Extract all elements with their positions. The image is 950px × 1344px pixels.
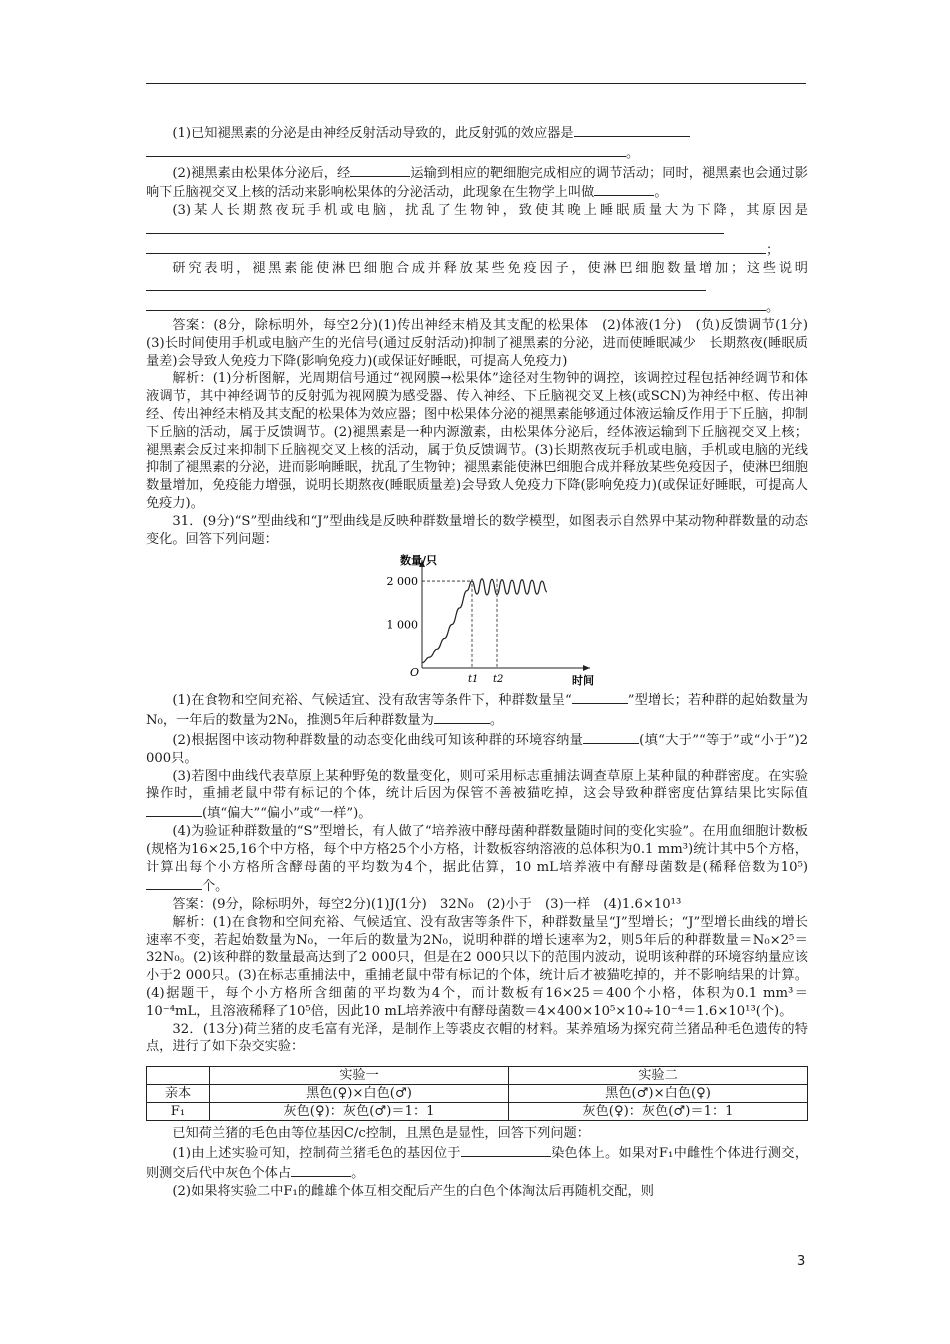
answer-blank[interactable] — [146, 803, 202, 817]
q31-stem: 31．(9分)“S”型曲线和“J”型曲线是反映种群数量增长的数学模型，如图表示自然界中某动物种群数量的动态变化。回答下列问题： — [146, 513, 808, 547]
answer-blank[interactable] — [146, 277, 706, 291]
table-cell: 灰色(♀)：灰色(♂)＝1：1 — [509, 1103, 808, 1121]
header-rule — [146, 83, 806, 84]
answer-blank[interactable] — [461, 1143, 551, 1157]
experiment-table — [146, 1066, 808, 1121]
answer-blank[interactable] — [146, 143, 626, 157]
population-chart — [362, 552, 602, 686]
answer-blank[interactable] — [146, 220, 724, 234]
table-header-row — [147, 1067, 808, 1085]
q32-premise: 已知荷兰猪的毛色由等位基因C/c控制，且黑色是显性，回答下列问题： — [172, 1126, 590, 1142]
table-cell: 灰色(♀)：灰色(♂)＝1：1 — [210, 1103, 509, 1121]
x-axis-arrow-icon — [583, 665, 590, 671]
answer-blank[interactable] — [594, 182, 654, 196]
answer-blank[interactable] — [146, 297, 766, 311]
answer-blank[interactable] — [434, 710, 490, 724]
answer-blank[interactable] — [291, 1163, 351, 1177]
x-tick-label: t1 — [468, 674, 479, 686]
q32-part1: (1)由上述实验可知，控制荷兰猪毛色的基因位于 染色体上。如果对F₁中雌性个体进行测交，则测交后代中灰色个体占 。 — [146, 1143, 808, 1183]
y-tick-label: 1 000 — [386, 618, 418, 632]
table-row — [147, 1103, 808, 1121]
q31-part2: (2)根据图中该动物种群数量的动态变化曲线可知该种群的环境容纳量 (填“大于”“等于”或“小于”)2 000只。 — [146, 730, 808, 768]
x-tick-label: t2 — [493, 674, 504, 686]
q30-part1: (1)已知褪黑素的分泌是由神经反射活动导致的，此反射弧的效应器是 。 — [146, 123, 808, 163]
q32-part2: (2)如果将实验二中F₁的雌雄个体互相交配后产生的白色个体淘汰后再随机交配，则 — [172, 1183, 654, 1199]
y-tick-label: 2 000 — [386, 575, 418, 589]
q30-analysis: 解析：(1)分析图解，光周期信号通过“视网膜→松果体”途径对生物钟的调控，该调控过程包括神经调节和体液调节，其中神经调节的反射弧为视网膜为感受器、传入神经、下丘脑视交叉上核(或SCN)为神经中枢、传出神经、传出神经末梢及其支配的松果体为效应器；图中松果体分泌的褪黑素能够通过体液运输反作用于下丘脑，抑制下丘脑的活动，属于反馈调节。(2)褪黑素是一种内源激素，由松果体分泌后，经体液运输到下丘脑视交叉上核；褪黑素会反过来抑制下丘脑视交叉上核的活动，属于负反馈调节。(3)长期熬夜玩手机或电脑，手机或电脑的光线抑制了褪黑素的分泌，进而影响睡眠，扰乱了生物钟；褪黑素能使淋巴细胞合成并释放某些免疫因子，使淋巴细胞数量增加，免疫能力增强，说明长期熬夜(睡眠质量差)会导致人免疫力下降(影响免疫力)(或保证好睡眠，可提高人免疫力)。 — [146, 371, 808, 511]
q30-part2: (2)褪黑素由松果体分泌后，经 运输到相应的靶细胞完成相应的调节活动；同时，褪黑素也会通过影响下丘脑视交叉上核的活动来影响松果体的分泌活动，此现象在生物学上叫做 。 — [146, 163, 808, 203]
q31-part4: (4)为验证种群数量的“S”型增长，有人做了“培养液中酵母菌种群数量随时间的变化实验”。在用血细胞计数板(规格为16×25,16个中方格，每个中方格25个小方格，计数板容纳溶液的总体积为0.1 mm³)统计其中5个方格，计算出每个小方格所含酵母菌的平均数为4个，据此估算，10 mL培养液中有酵母菌数是(稀释倍数为10⁵)个。 — [146, 823, 808, 895]
x-axis-label: 时间 — [572, 674, 594, 687]
answer-blank[interactable] — [583, 730, 639, 744]
q32-stem: 32．(13分)荷兰猪的皮毛富有光泽，是制作上等裘皮衣帽的材料。某养殖场为探究荷兰猪品种毛色遗传的特点，进行了如下杂交实验： — [146, 1021, 808, 1055]
page-number: 3 — [797, 1254, 806, 1269]
page-content — [146, 123, 822, 1200]
table-header-cell — [147, 1067, 210, 1085]
q31-part1: (1)在食物和空间充裕、气候适宜、没有敌害等条件下，种群数量呈“ ”型增长；若种群的起始数量为N₀，一年后的数量为2N₀，推测5年后种群数量为 。 — [146, 690, 808, 730]
table-row — [147, 1085, 808, 1103]
answer-blank[interactable] — [574, 123, 690, 137]
answer-blank[interactable] — [146, 876, 202, 890]
population-curve — [422, 579, 547, 663]
answer-blank[interactable] — [350, 163, 410, 177]
y-axis-label: 数量/只 — [400, 554, 438, 568]
answer-blank[interactable] — [572, 690, 628, 704]
origin-label: O — [410, 666, 420, 680]
q31-analysis: 解析：(1)在食物和空间充裕、气候适宜、没有敌害等条件下，种群数量呈“J”型增长；“J”型增长曲线的增长速率不变，若起始数量为N₀，一年后的数量为2N₀，说明种群的增长速率为2，则5年后的种群数量＝N₀×2⁵＝32N₀。(2)该种群的数量最高达到了2 000只，但是在2 000只以下的范围内波动，说明该种群的环境容纳量应该小于2 000只。(3)在标志重捕法中，重捕老鼠中带有标记的个体，统计后才被猫吃掉的，并不影响结果的计算。(4)据题干，每个小方格所含细菌的平均数为4个，而计数板有16×25＝400个小格，体积为0.1 mm³＝10⁻⁴mL，且溶液稀释了10⁵倍，因此10 mL培养液中有酵母菌数＝4×400×10⁵×10÷10⁻⁴＝1.6×10¹³(个)。 — [146, 914, 808, 1019]
q30-part4: 研究表明，褪黑素能使淋巴细胞合成并释放某些免疫因子，使淋巴细胞数量增加；这些说明 。 — [146, 260, 808, 317]
table-header-cell: 实验一 — [210, 1067, 509, 1085]
table-header-cell: 实验二 — [509, 1067, 808, 1085]
answer-blank[interactable] — [146, 240, 766, 254]
table-cell: 黑色(♂)×白色(♀) — [509, 1085, 808, 1103]
q30-answer: 答案：(8分，除标明外，每空2分)(1)传出神经末梢及其支配的松果体 (2)体液(1分) (负)反馈调节(1分) (3)长时间使用手机或电脑产生的光信号(通过反射活动)抑制了褪黑素的分泌，进而使睡眠减少 长期熬夜(睡眠质量差)会导致人免疫力下降(影响免疫力)(或保证好睡眠，可提高人免疫力) — [146, 317, 822, 369]
table-cell: 黑色(♀)×白色(♂) — [210, 1085, 509, 1103]
table-cell: F₁ — [147, 1103, 210, 1121]
q30-part3: (3)某人长期熬夜玩手机或电脑，扰乱了生物钟，致使其晚上睡眠质量大为下降，其原因是 ； — [146, 202, 808, 259]
q31-part3: (3)若图中曲线代表草原上某种野兔的数量变化，则可采用标志重捕法调查草原上某种鼠的种群密度。在实验操作时，重捕老鼠中带有标记的个体，统计后因为保管不善被猫吃掉，这会导致种群密度估算结果比实际值(填“偏大”“偏小”或“一样”)。 — [146, 768, 808, 822]
table-cell: 亲本 — [147, 1085, 210, 1103]
q31-answer: 答案：(9分，除标明外，每空2分)(1)J(1分) 32N₀ (2)小于 (3)一样 (4)1.6×10¹³ — [172, 897, 682, 913]
